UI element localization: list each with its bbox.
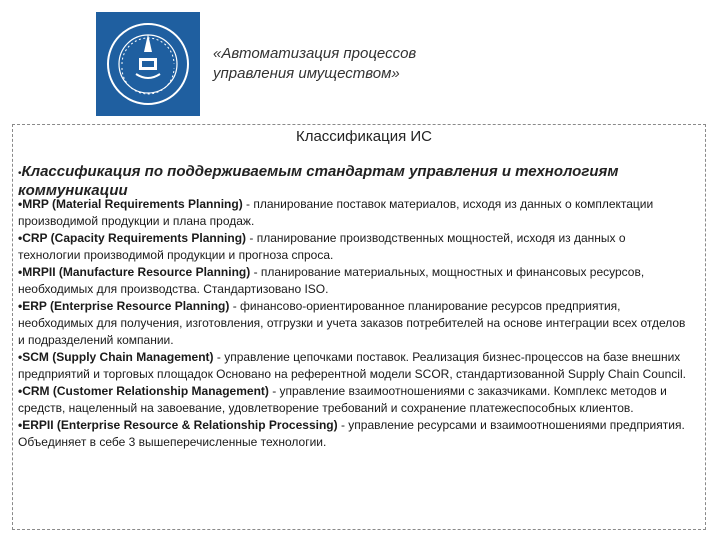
standards-list [18,196,690,451]
list-item-description: - планирование материальных, мощностных и финансовых ресурсов, необходимых для производства. Стандартизовано ISO. [18,265,645,296]
list-item-term: •SCM (Supply Chain Management) [18,350,214,364]
course-title [213,44,416,84]
list-item-description: - планирование производственных мощностей, исходя из данных о технологии производимой продукции и прогноза спроса. [18,231,626,262]
subtitle-bullet: • [18,168,22,179]
list-item [18,349,690,383]
list-item-term: •CRM (Customer Relationship Management) [18,384,269,398]
list-item-term: •ERP (Enterprise Resource Planning) [18,299,230,313]
list-item-term: •CRP (Capacity Requirements Planning) [18,231,247,245]
list-item [18,383,690,417]
list-item-description: - планирование поставок материалов, исходя из данных о комплектации производимой продукции и плана продаж. [18,197,654,228]
list-item [18,230,690,264]
university-logo [96,12,200,116]
university-seal-icon [96,12,200,116]
list-item-description: - управление ресурсами и взаимоотношениями предприятия. Объединяет в себе 3 вышеперечисленные технологии. [18,418,685,449]
list-item-term: •MRP (Material Requirements Planning) [18,197,243,211]
list-item-description: - управление цепочками поставок. Реализация бизнес-процессов на базе внешних предприятий и торговых площадок Основано на референтной модели SCOR, стандартизованной Supply Chain Council. [18,350,686,381]
list-item-term: •ERPII (Enterprise Resource & Relationship Processing) [18,418,338,432]
slide-title [0,128,720,145]
subtitle-text: Классификация по поддерживаемым стандартам управления и технологиям коммуникации [18,163,619,199]
list-item [18,417,690,451]
list-item-description: - управление взаимоотношениями с заказчиками. Комплекс методов и средств, нацеленный на завоевание, удовлетворение требований и сохранение платежеспособных клиентов. [18,384,667,415]
slide-subtitle [18,163,698,199]
list-item [18,196,690,230]
course-title-line-1: «Автоматизация процессов [213,45,417,62]
list-item [18,264,690,298]
list-item-term: •MRPII (Manufacture Resource Planning) [18,265,251,279]
slide-title-text: Классификация ИС [295,128,433,145]
course-title-line-2: управления имуществом» [213,65,400,82]
list-item [18,298,690,349]
list-item-description: - финансово-ориентированное планирование ресурсов предприятия, необходимых для получения, изготовления, отгрузки и учета заказов потребителей на основе интеграции всех отделов и подразделений компании. [18,299,686,347]
